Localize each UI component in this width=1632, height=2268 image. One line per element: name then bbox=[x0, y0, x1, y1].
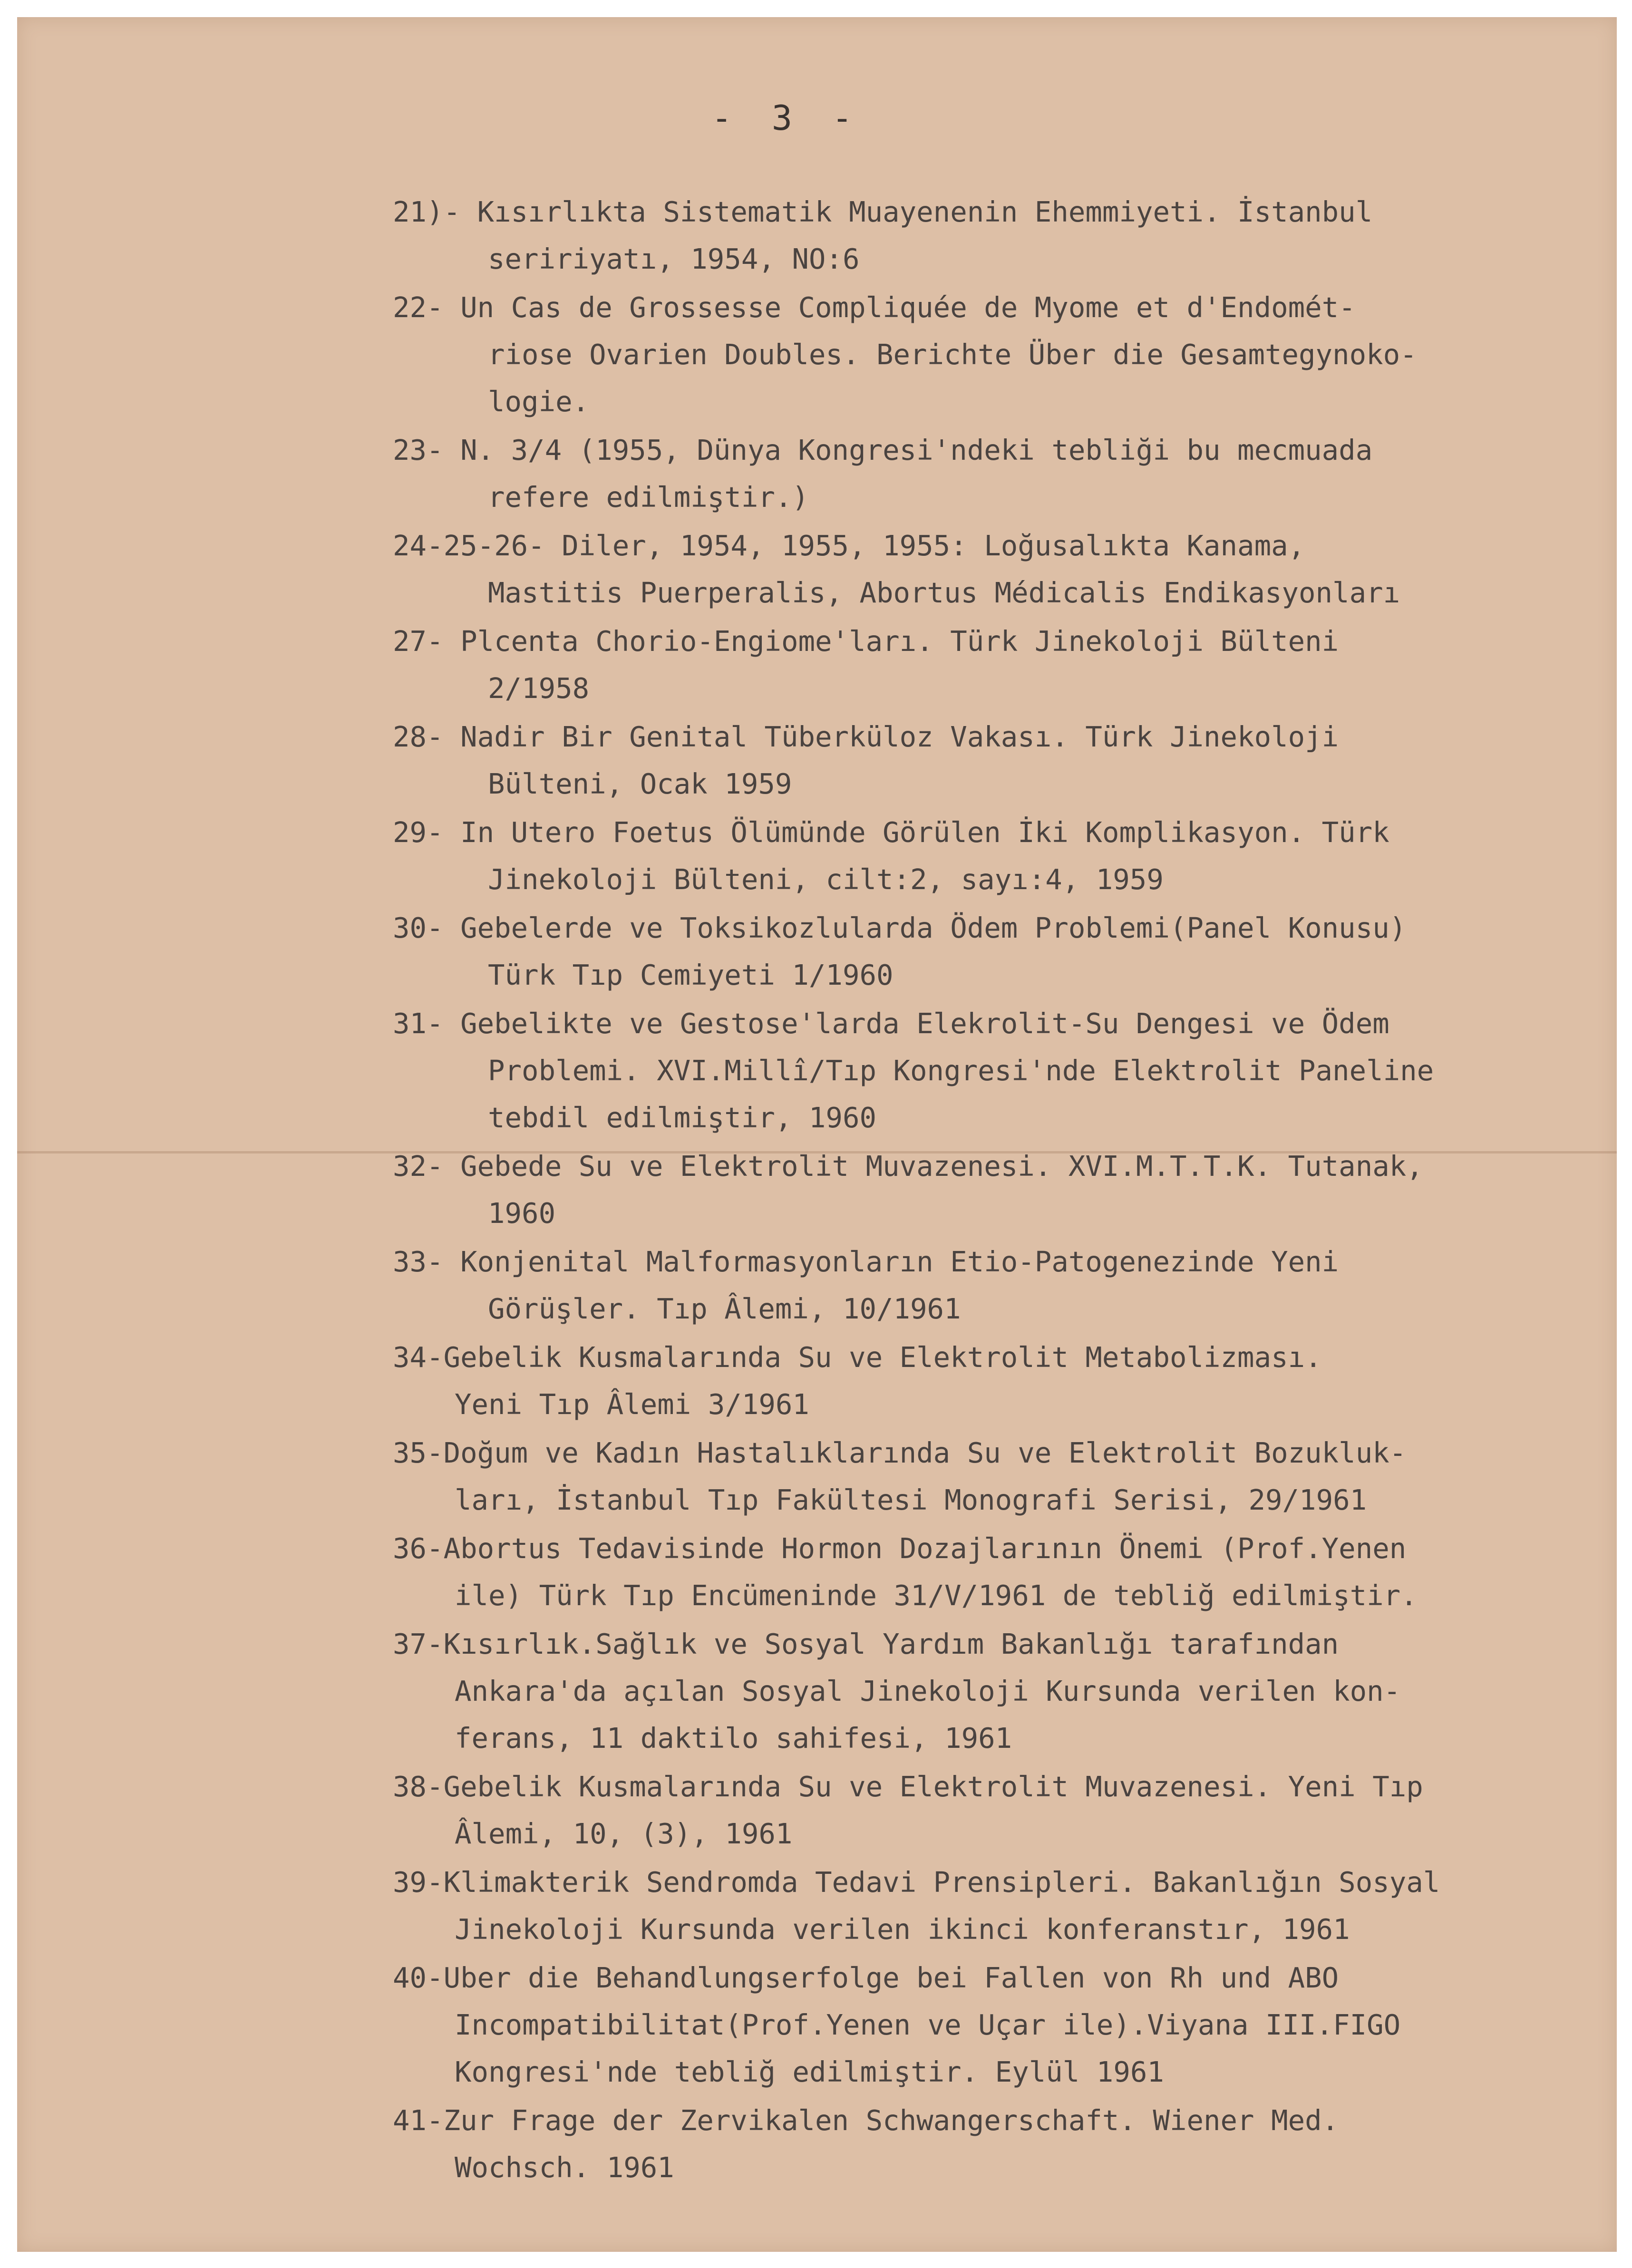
list-item bbox=[393, 809, 1610, 903]
list-item bbox=[393, 1763, 1610, 1857]
publication-list bbox=[393, 188, 1610, 2192]
entry-line: 21)- Kısırlıkta Sistematik Muayenenin Ehemmiyeti. İstanbul bbox=[393, 195, 1373, 228]
entry-line: riose Ovarien Doubles. Berichte Über die Gesamtegynoko- bbox=[488, 338, 1417, 371]
entry-line: Wochsch. 1961 bbox=[455, 2151, 674, 2184]
entry-line: 27- Plcenta Chorio-Engiome'ları. Türk Jinekoloji Bülteni bbox=[393, 625, 1339, 658]
list-item bbox=[393, 1620, 1610, 1762]
list-item bbox=[393, 1000, 1610, 1141]
list-item bbox=[393, 188, 1610, 282]
entry-line: ile) Türk Tıp Encümeninde 31/V/1961 de tebliğ edilmiştir. bbox=[455, 1579, 1418, 1612]
list-item bbox=[393, 904, 1610, 998]
entry-line: 37-Kısırlık.Sağlık ve Sosyal Yardım Bakanlığı tarafından bbox=[393, 1628, 1339, 1660]
entry-line: Ankara'da açılan Sosyal Jinekoloji Kursunda verilen kon- bbox=[455, 1675, 1401, 1707]
entry-line: Jinekoloji Kursunda verilen ikinci konferanstır, 1961 bbox=[455, 1913, 1350, 1946]
entry-line: Görüşler. Tıp Âlemi, 10/1961 bbox=[488, 1292, 961, 1325]
entry-line: Kongresi'nde tebliğ edilmiştir. Eylül 1961 bbox=[455, 2055, 1164, 2088]
entry-line: Incompatibilitat(Prof.Yenen ve Uçar ile).Viyana III.FIGO bbox=[455, 2008, 1401, 2041]
list-item bbox=[393, 618, 1610, 712]
entry-line: 38-Gebelik Kusmalarında Su ve Elektrolit Muvazenesi. Yeni Tıp bbox=[393, 1770, 1423, 1803]
entry-line: 1960 bbox=[488, 1197, 556, 1230]
entry-line: 31- Gebelikte ve Gestose'larda Elekrolit-Su Dengesi ve Ödem bbox=[393, 1007, 1389, 1040]
entry-line: refere edilmiştir.) bbox=[488, 481, 809, 514]
entry-line: seririyatı, 1954, NO:6 bbox=[488, 242, 860, 275]
list-item bbox=[393, 1954, 1610, 2095]
entry-line: 29- In Utero Foetus Ölümünde Görülen İki Komplikasyon. Türk bbox=[393, 816, 1389, 849]
page-number: - 3 - bbox=[711, 98, 862, 138]
entry-line: 32- Gebede Su ve Elektrolit Muvazenesi. XVI.M.T.T.K. Tutanak, bbox=[393, 1150, 1423, 1182]
entry-line: Bülteni, Ocak 1959 bbox=[488, 767, 792, 800]
list-item bbox=[393, 713, 1610, 807]
entry-line: 35-Doğum ve Kadın Hastalıklarında Su ve Elektrolit Bozukluk- bbox=[393, 1436, 1407, 1469]
list-item bbox=[393, 1238, 1610, 1332]
list-item bbox=[393, 1859, 1610, 1953]
entry-line: 22- Un Cas de Grossesse Compliquée de Myome et d'Endomét- bbox=[393, 291, 1356, 324]
list-item bbox=[393, 284, 1610, 425]
entry-line: 40-Uber die Behandlungserfolge bei Fallen von Rh und ABO bbox=[393, 1961, 1339, 1994]
list-item bbox=[393, 1429, 1610, 1523]
list-item bbox=[393, 2097, 1610, 2191]
entry-line: 30- Gebelerde ve Toksikozlularda Ödem Problemi(Panel Konusu) bbox=[393, 911, 1407, 944]
entry-line: ları, İstanbul Tıp Fakültesi Monografi Serisi, 29/1961 bbox=[455, 1483, 1367, 1516]
list-item bbox=[393, 1143, 1610, 1237]
entry-line: 34-Gebelik Kusmalarında Su ve Elektrolit Metabolizması. bbox=[393, 1341, 1322, 1374]
entry-line: Yeni Tıp Âlemi 3/1961 bbox=[455, 1388, 809, 1421]
entry-line: 39-Klimakterik Sendromda Tedavi Prensipleri. Bakanlığın Sosyal bbox=[393, 1866, 1440, 1899]
entry-line: 2/1958 bbox=[488, 672, 590, 705]
entry-line: 36-Abortus Tedavisinde Hormon Dozajlarının Önemi (Prof.Yenen bbox=[393, 1532, 1407, 1565]
entry-line: ferans, 11 daktilo sahifesi, 1961 bbox=[455, 1722, 1012, 1754]
entry-line: 33- Konjenital Malformasyonların Etio-Patogenezinde Yeni bbox=[393, 1245, 1339, 1278]
entry-line: 28- Nadir Bir Genital Tüberküloz Vakası. Türk Jinekoloji bbox=[393, 720, 1339, 753]
entry-line: Âlemi, 10, (3), 1961 bbox=[455, 1817, 793, 1850]
list-item bbox=[393, 1525, 1610, 1619]
list-item bbox=[393, 1334, 1610, 1428]
entry-line: Problemi. XVI.Millî/Tıp Kongresi'nde Elektrolit Paneline bbox=[488, 1054, 1434, 1087]
document-page bbox=[17, 17, 1617, 2252]
entry-line: tebdil edilmiştir, 1960 bbox=[488, 1101, 876, 1134]
entry-line: 41-Zur Frage der Zervikalen Schwangerschaft. Wiener Med. bbox=[393, 2104, 1339, 2137]
list-item bbox=[393, 426, 1610, 521]
entry-line: logie. bbox=[488, 385, 590, 418]
entry-line: Mastitis Puerperalis, Abortus Médicalis Endikasyonları bbox=[488, 576, 1400, 609]
entry-line: Jinekoloji Bülteni, cilt:2, sayı:4, 1959 bbox=[488, 863, 1164, 896]
entry-line: 23- N. 3/4 (1955, Dünya Kongresi'ndeki tebliği bu mecmuada bbox=[393, 434, 1373, 466]
list-item bbox=[393, 522, 1610, 616]
entry-line: 24-25-26- Diler, 1954, 1955, 1955: Loğusalıkta Kanama, bbox=[393, 529, 1305, 562]
entry-line: Türk Tıp Cemiyeti 1/1960 bbox=[488, 959, 894, 991]
